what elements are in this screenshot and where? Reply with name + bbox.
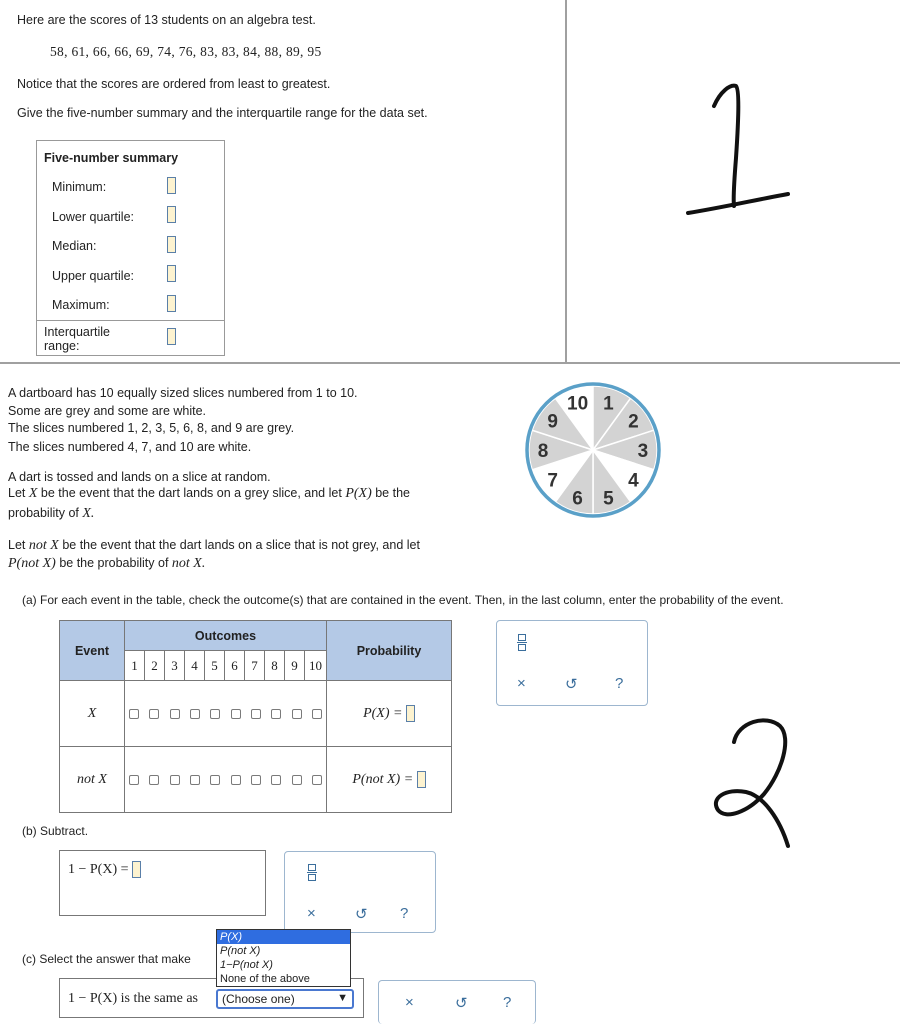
option-none[interactable]: None of the above: [220, 973, 310, 985]
dart-number: 8: [537, 441, 549, 462]
outcome-number: 4: [185, 651, 205, 681]
dart-number: 4: [628, 470, 639, 492]
dropdown-options: [216, 929, 351, 987]
checkbox-not-x-8[interactable]: [271, 775, 281, 785]
dartboard: [523, 380, 663, 523]
dart-number: 1: [603, 393, 614, 415]
checkbox-not-x-5[interactable]: [210, 775, 220, 785]
handwritten-number-2: [700, 712, 810, 855]
lower-quartile-input[interactable]: [167, 206, 176, 223]
q2-para4: The slices numbered 4, 7, and 10 are white.: [8, 440, 252, 454]
maximum-input[interactable]: [167, 295, 176, 312]
outcome-number: 3: [165, 651, 185, 681]
outcome-number: 8: [265, 651, 285, 681]
prob-x-cell: P(X) =: [327, 681, 452, 747]
checkbox-not-x-10[interactable]: [312, 775, 322, 785]
row-lower-quartile-label: Lower quartile:: [52, 210, 134, 224]
row-maximum-label: Maximum:: [52, 298, 110, 312]
checkbox-not-x-9[interactable]: [292, 775, 302, 785]
option-p-x[interactable]: P(X): [217, 930, 350, 944]
checkbox-not-x-6[interactable]: [231, 775, 241, 785]
help-icon[interactable]: ?: [503, 994, 512, 1011]
close-icon[interactable]: ×: [307, 905, 316, 922]
fraction-icon[interactable]: [307, 864, 317, 881]
event-row-not-x: [60, 747, 452, 813]
median-input[interactable]: [167, 236, 176, 253]
subtract-input[interactable]: [132, 861, 141, 878]
handwritten-number-1: [680, 78, 795, 221]
undo-icon[interactable]: ↺: [455, 995, 468, 1012]
checkbox-x-2[interactable]: [149, 709, 159, 719]
checkbox-x-1[interactable]: [129, 709, 139, 719]
checkbox-x-4[interactable]: [190, 709, 200, 719]
row-upper-quartile-label: Upper quartile:: [52, 269, 134, 283]
prob-x-input[interactable]: [406, 705, 415, 722]
event-not-x-label: not X: [60, 747, 125, 813]
five-number-summary-box: [36, 140, 225, 356]
choose-one-select[interactable]: (Choose one) ▼: [216, 989, 354, 1009]
q2-para5: A dart is tossed and lands on a slice at random.: [8, 470, 271, 484]
checkbox-not-x-2[interactable]: [149, 775, 159, 785]
dart-number: 6: [572, 488, 583, 510]
outcome-number: 10: [305, 651, 327, 681]
subtract-tool-panel: [284, 851, 436, 933]
event-x-label: X: [60, 681, 125, 747]
dart-number: 10: [567, 393, 589, 415]
checkbox-not-x-4[interactable]: [190, 775, 200, 785]
outcome-number: 7: [245, 651, 265, 681]
q2-para7: probability of X.: [8, 506, 95, 521]
prob-not-x-cell: P(not X) =: [327, 747, 452, 813]
part-c-expression: 1 − P(X) is the same as: [68, 991, 198, 1006]
subtract-expression: 1 − P(X) =: [68, 861, 129, 877]
event-x-checkboxes: [125, 681, 327, 747]
horizontal-divider: [0, 362, 900, 364]
checkbox-x-3[interactable]: [170, 709, 180, 719]
outcome-number: 5: [205, 651, 225, 681]
upper-quartile-input[interactable]: [167, 265, 176, 282]
event-row-x: [60, 681, 452, 747]
checkbox-x-7[interactable]: [251, 709, 261, 719]
q2-para2: Some are grey and some are white.: [8, 404, 207, 418]
subtract-box: [59, 850, 266, 916]
part-c-label: (c) Select the answer that make: [22, 952, 191, 966]
dropdown-arrow-icon: ▼: [337, 992, 348, 1004]
outcome-number: 1: [125, 651, 145, 681]
checkbox-x-9[interactable]: [292, 709, 302, 719]
q2-para6: Let X be the event that the dart lands on a grey slice, and let P(X) be the: [8, 486, 410, 501]
q1-instruction: Give the five-number summary and the interquartile range for the data set.: [17, 106, 428, 120]
dart-number: 9: [547, 411, 558, 433]
q2-para8: Let not X be the event that the dart lands on a slice that is not grey, and let: [8, 538, 420, 553]
dart-number: 5: [603, 488, 614, 510]
outcome-number: 2: [145, 651, 165, 681]
iqr-label: Interquartile range:: [44, 325, 111, 353]
outcome-number: 6: [225, 651, 245, 681]
part-b-label: (b) Subtract.: [22, 824, 89, 838]
prob-not-x-input[interactable]: [417, 771, 426, 788]
option-1-minus-p-not-x[interactable]: 1−P(not X): [220, 959, 273, 971]
outcome-number: 9: [285, 651, 305, 681]
q2-para3: The slices numbered 1, 2, 3, 5, 6, 8, and 9 are grey.: [8, 421, 295, 435]
event-header: Event: [60, 621, 125, 681]
summary-title: Five-number summary: [44, 151, 179, 165]
table-tool-panel: [496, 620, 648, 706]
q1-scores: 58, 61, 66, 66, 69, 74, 76, 83, 83, 84, 88, 89, 95: [50, 44, 322, 59]
help-icon[interactable]: ?: [615, 675, 624, 692]
help-icon[interactable]: ?: [400, 905, 409, 922]
close-icon[interactable]: ×: [405, 994, 414, 1011]
part-a-instruction: (a) For each event in the table, check the outcome(s) that are contained in the event. Then, in the last column, enter the probability of the event.: [22, 593, 784, 607]
iqr-input[interactable]: [167, 328, 176, 345]
dartboard-svg: [523, 380, 663, 520]
checkbox-x-5[interactable]: [210, 709, 220, 719]
event-not-x-checkboxes: [125, 747, 327, 813]
q1-intro: Here are the scores of 13 students on an algebra test.: [17, 13, 316, 27]
checkbox-not-x-3[interactable]: [170, 775, 180, 785]
minimum-input[interactable]: [167, 177, 176, 194]
summary-divider: [37, 320, 224, 321]
checkbox-x-6[interactable]: [231, 709, 241, 719]
outcomes-table: [59, 620, 452, 813]
part-c-tool-panel: [378, 980, 536, 1024]
q2-para9: P(not X) be the probability of not X.: [8, 556, 206, 571]
close-icon[interactable]: ×: [517, 675, 526, 692]
probability-header: Probability: [327, 621, 452, 681]
checkbox-not-x-1[interactable]: [129, 775, 139, 785]
q1-notice: Notice that the scores are ordered from least to greatest.: [17, 77, 331, 91]
option-p-not-x[interactable]: P(not X): [220, 945, 261, 957]
dart-number: 7: [547, 470, 558, 492]
undo-icon[interactable]: ↺: [565, 676, 578, 693]
q2-para1: A dartboard has 10 equally sized slices numbered from 1 to 10.: [8, 386, 358, 400]
undo-icon[interactable]: ↺: [355, 906, 368, 923]
dart-number: 3: [637, 441, 649, 462]
row-minimum-label: Minimum:: [52, 180, 107, 194]
checkbox-x-8[interactable]: [271, 709, 281, 719]
vertical-divider: [565, 0, 567, 362]
dart-number: 2: [628, 411, 639, 433]
outcomes-header: Outcomes: [125, 621, 327, 651]
checkbox-not-x-7[interactable]: [251, 775, 261, 785]
row-median-label: Median:: [52, 239, 97, 253]
fraction-icon[interactable]: [517, 634, 527, 651]
checkbox-x-10[interactable]: [312, 709, 322, 719]
